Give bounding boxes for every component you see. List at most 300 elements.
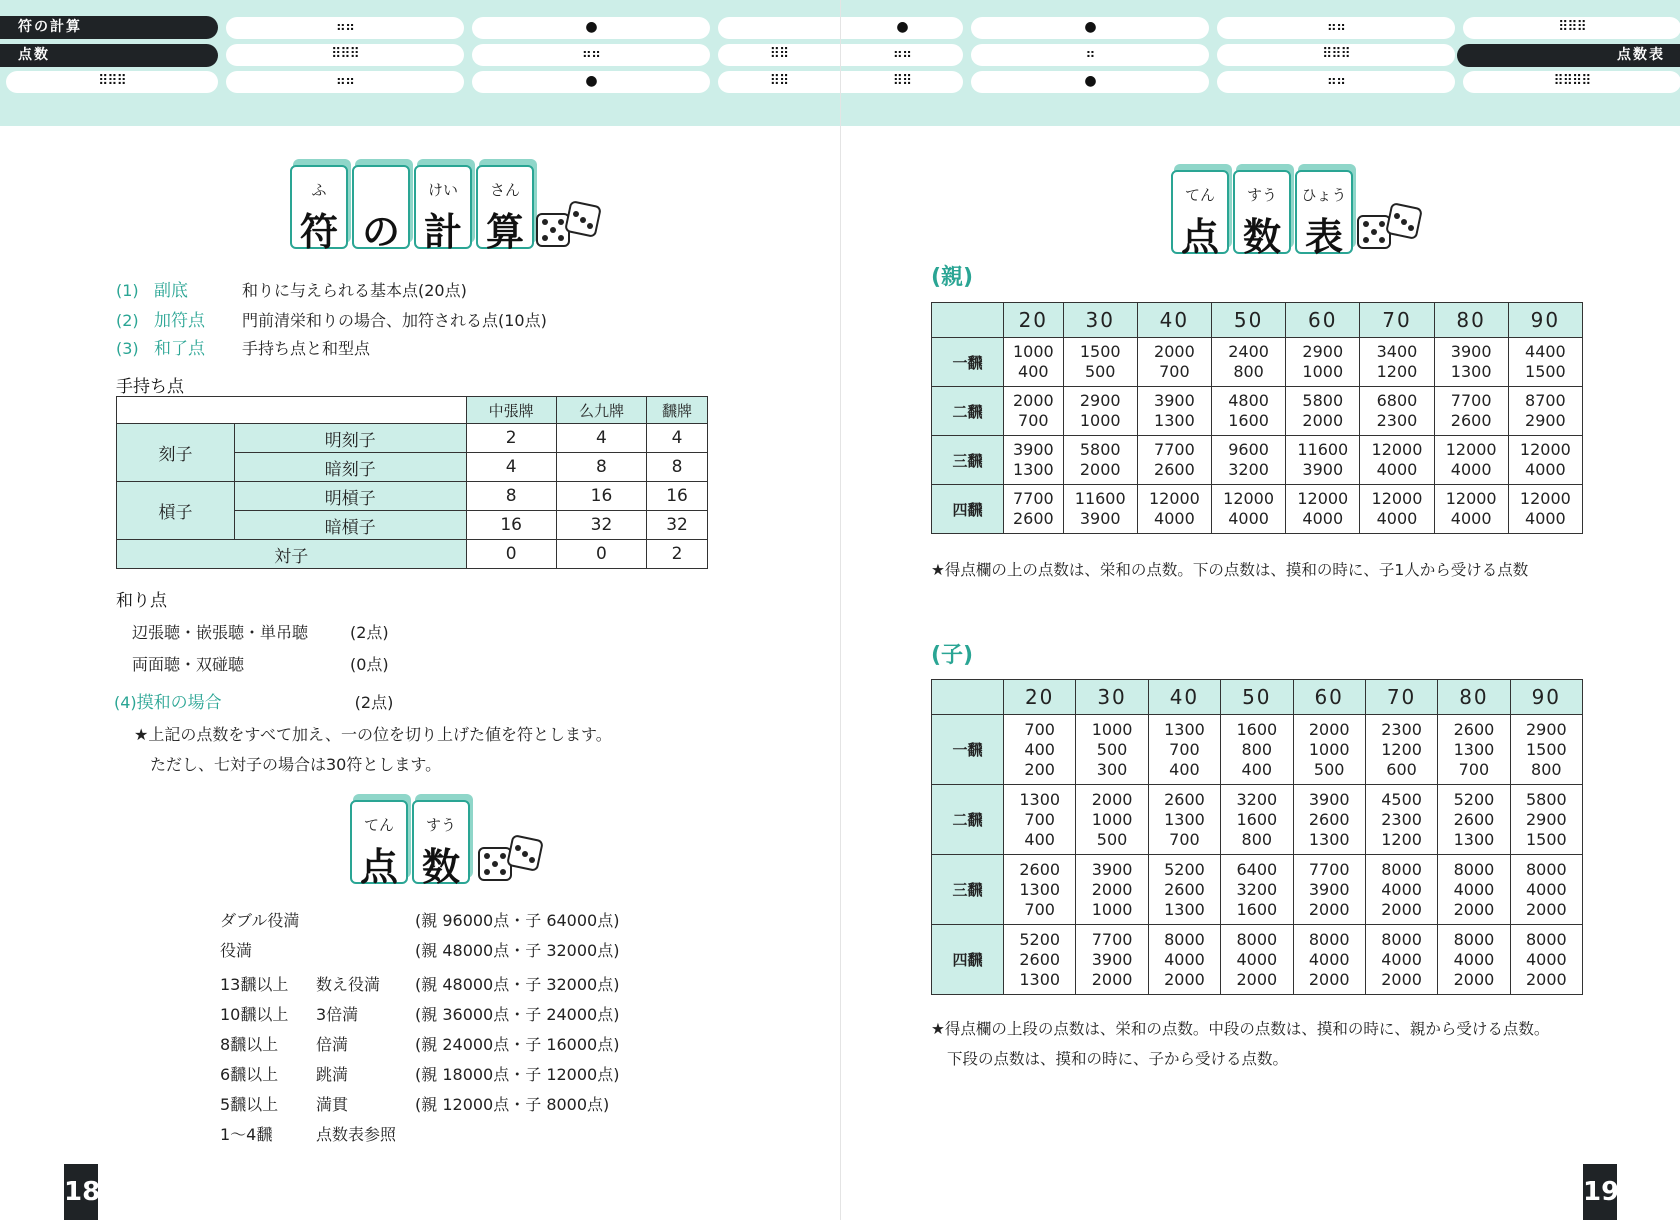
han-label: 二飜: [932, 387, 1004, 436]
score-title-tiles: [350, 800, 470, 889]
score-value: 3200: [1236, 789, 1278, 809]
score-cell: [1137, 485, 1211, 534]
fu-col-header: 50: [1212, 303, 1286, 338]
score-value: 1300: [1453, 829, 1495, 849]
score-value: 4000: [1525, 509, 1566, 528]
score-cell: [1137, 436, 1211, 485]
score-value: 4000: [1525, 460, 1566, 479]
dot-pill: ●: [971, 17, 1209, 39]
dot-pill: ⠿⠿⠿: [226, 44, 464, 66]
score-value: 2600: [1012, 509, 1054, 528]
score-value: 1600: [1236, 899, 1278, 919]
dot-pill: ⠶⠶: [1217, 71, 1455, 93]
score-value: 4000: [1525, 949, 1567, 969]
score-value: 1300: [1164, 899, 1205, 919]
score-value: 4800: [1228, 391, 1269, 410]
score-value: 3900: [1079, 509, 1121, 528]
score-value: 3900: [1450, 342, 1492, 361]
score-cell: [1004, 715, 1076, 785]
row-group: 刻子: [117, 424, 235, 482]
score-value: 1300: [1164, 809, 1205, 829]
score-value: 2300: [1381, 719, 1422, 739]
score-value: 400: [1241, 759, 1273, 779]
dice-icon: [1355, 202, 1425, 254]
score-value: 2000: [1381, 899, 1422, 919]
han-label: 二飜: [932, 785, 1004, 855]
score-value: 9600: [1228, 440, 1269, 459]
score-value: 2000: [1079, 460, 1121, 479]
yakuman-row: 6飜以上 跳満 (親 18000点・子 12000点): [220, 1065, 620, 1084]
dot-pill: ●: [472, 71, 710, 93]
tab-fu-calc[interactable]: 符の計算: [0, 16, 218, 39]
score-cell: [1434, 436, 1508, 485]
score-value: 2000: [1154, 342, 1195, 361]
yakuman-row: 13飜以上 数え役満 (親 48000点・子 32000点): [220, 975, 620, 994]
row-name: 暗刻子: [235, 453, 467, 482]
dot-pill: ⠿⠿: [841, 71, 963, 93]
score-value: 700: [1024, 809, 1055, 829]
dot-pill: ⠿⠿⠿: [1217, 44, 1455, 66]
oya-table: [931, 302, 1583, 534]
score-value: 4000: [1453, 879, 1495, 899]
oya-note: ★得点欄の上の点数は、栄和の点数。下の点数は、摸和の時に、子1人から受ける点数: [931, 561, 1529, 579]
score-value: 1300: [1019, 969, 1061, 989]
score-value: 2900: [1079, 391, 1121, 410]
score-value: 500: [1313, 759, 1345, 779]
score-cell: [1004, 785, 1076, 855]
table-cell: 8: [466, 482, 556, 511]
dot-pill: ⠶: [971, 44, 1209, 66]
score-value: 4500: [1381, 789, 1422, 809]
score-value: 1000: [1091, 899, 1133, 919]
score-value: 12000: [1223, 489, 1275, 508]
dot-pill: ⠿⠿⠿⠿: [1463, 71, 1680, 93]
score-cell: [1004, 925, 1076, 995]
fu-col-header: 20: [1004, 303, 1064, 338]
dot-pill: ●: [971, 71, 1209, 93]
score-cell: [1137, 387, 1211, 436]
score-value: 1000: [1079, 411, 1121, 430]
score-value: 2000: [1308, 899, 1350, 919]
score-cell: [1148, 855, 1220, 925]
score-value: 3900: [1012, 440, 1054, 459]
score-value: 4400: [1525, 342, 1566, 361]
score-value: 2000: [1091, 969, 1133, 989]
fu-note: ただし、七対子の場合は30符とします。: [150, 755, 442, 774]
table-cell: 16: [466, 511, 556, 540]
han-label: 一飜: [932, 715, 1004, 785]
score-cell: [1063, 436, 1137, 485]
rule-2: (2) 加符点 門前清栄和りの場合、加符される点(10点): [116, 311, 547, 331]
table-cell: 2: [647, 540, 708, 569]
score-value: 2600: [1308, 809, 1350, 829]
score-value: 5800: [1525, 789, 1567, 809]
title-tile: さん 算: [476, 165, 534, 249]
dot-pill: [718, 17, 840, 39]
yakuman-row: ダブル役満 (親 96000点・子 64000点): [220, 911, 620, 930]
score-cell: [1365, 715, 1437, 785]
table-cell: 8: [647, 453, 708, 482]
fu-table: [116, 396, 708, 569]
score-value: 4000: [1450, 509, 1492, 528]
score-value: 1500: [1079, 342, 1121, 361]
score-value: 2900: [1525, 719, 1567, 739]
han-label: 三飜: [932, 855, 1004, 925]
score-cell: [1076, 785, 1148, 855]
score-value: 12000: [1445, 440, 1497, 459]
table-cell: 16: [556, 482, 646, 511]
score-value: 500: [1084, 362, 1116, 381]
score-value: 7700: [1308, 859, 1350, 879]
table-cell: 8: [556, 453, 646, 482]
score-value: 1200: [1381, 739, 1422, 759]
score-value: 800: [1241, 829, 1273, 849]
score-value: 12000: [1371, 489, 1423, 508]
score-value: 1000: [1302, 362, 1344, 381]
score-cell: [1360, 436, 1434, 485]
score-value: 300: [1096, 759, 1128, 779]
title-tile: てん 点: [1171, 170, 1229, 254]
score-cell: [1004, 436, 1064, 485]
score-cell: [1438, 855, 1510, 925]
score-cell: [1076, 925, 1148, 995]
score-value: 4000: [1453, 949, 1495, 969]
score-value: 3200: [1236, 879, 1278, 899]
score-value: 2400: [1228, 342, 1269, 361]
score-value: 700: [1169, 739, 1200, 759]
score-cell: [1148, 715, 1220, 785]
score-cell: [1221, 715, 1293, 785]
dice-icon: [476, 834, 546, 886]
score-cell: [1365, 855, 1437, 925]
score-cell: [1510, 785, 1582, 855]
table-cell: 4: [556, 424, 646, 453]
score-cell: [1365, 785, 1437, 855]
right-page: [840, 0, 1680, 1220]
score-value: 1200: [1381, 829, 1422, 849]
score-cell: [1076, 855, 1148, 925]
page-number: 19: [1583, 1164, 1617, 1220]
dot-pill: ⠿⠿⠿: [6, 71, 218, 93]
score-value: 8000: [1164, 929, 1205, 949]
score-value: 12000: [1148, 489, 1200, 508]
yakuman-row: 1〜4飜 点数表参照: [220, 1125, 397, 1144]
row-name: 暗槓子: [235, 511, 467, 540]
score-value: 4000: [1525, 879, 1567, 899]
score-value: 2000: [1012, 391, 1054, 410]
score-value: 3900: [1091, 859, 1133, 879]
score-value: 2600: [1164, 879, 1205, 899]
score-cell: [1212, 436, 1286, 485]
score-value: 1300: [1019, 789, 1061, 809]
score-value: 1500: [1525, 829, 1567, 849]
title-tile: ふ 符: [290, 165, 348, 249]
score-value: 400: [1024, 739, 1055, 759]
score-cell: [1293, 925, 1365, 995]
score-value: 2000: [1091, 879, 1133, 899]
score-value: 500: [1096, 739, 1128, 759]
score-value: 2000: [1308, 719, 1350, 739]
table-cell: 16: [647, 482, 708, 511]
ko-label: (子): [931, 643, 974, 668]
tsumo-row: (4)摸和の場合 (2点): [114, 693, 394, 713]
score-cell: [1434, 387, 1508, 436]
score-value: 6400: [1236, 859, 1278, 879]
title-tile: ひょう 表: [1295, 170, 1353, 254]
score-value: 2000: [1381, 969, 1422, 989]
score-value: 700: [1159, 362, 1190, 381]
score-value: 2600: [1164, 789, 1205, 809]
row-name: 明槓子: [235, 482, 467, 511]
score-value: 7700: [1012, 489, 1054, 508]
title-tile: すう 数: [1233, 170, 1291, 254]
fu-col-header: 60: [1286, 303, 1360, 338]
score-cell: [1360, 338, 1434, 387]
score-value: 400: [1018, 362, 1049, 381]
fu-col-header: 80: [1438, 680, 1510, 715]
fu-col-header: 90: [1510, 680, 1582, 715]
score-cell: [1508, 485, 1582, 534]
score-value: 1300: [1154, 411, 1195, 430]
score-value: 7700: [1091, 929, 1133, 949]
score-value: 4000: [1381, 879, 1422, 899]
score-value: 1000: [1012, 342, 1054, 361]
score-cell: [1221, 925, 1293, 995]
score-value: 5200: [1019, 929, 1061, 949]
tab-score[interactable]: 点数: [0, 44, 218, 67]
score-value: 8000: [1236, 929, 1278, 949]
table-cell: 0: [556, 540, 646, 569]
table-cell: 0: [466, 540, 556, 569]
score-cell: [1076, 715, 1148, 785]
ko-note: ★得点欄の上段の点数は、栄和の点数。中段の点数は、摸和の時に、親から受ける点数。: [931, 1020, 1550, 1038]
score-value: 1600: [1236, 809, 1278, 829]
yakuman-row: 8飜以上 倍満 (親 24000点・子 16000点): [220, 1035, 620, 1054]
table-caption: 手持ち点: [116, 377, 184, 397]
score-value: 1600: [1228, 411, 1269, 430]
score-value: 2600: [1154, 460, 1195, 479]
score-value: 12000: [1371, 440, 1423, 459]
fu-title-tiles: [290, 165, 534, 254]
score-value: 1000: [1091, 719, 1133, 739]
title-tile: の: [352, 165, 410, 249]
score-cell: [1004, 485, 1064, 534]
score-value: 8000: [1381, 859, 1422, 879]
col-header: 么九牌: [556, 397, 646, 424]
score-cell: [1438, 925, 1510, 995]
han-label: 三飜: [932, 436, 1004, 485]
rule-3: (3) 和了点 手持ち点と和型点: [116, 339, 371, 359]
score-value: 2000: [1525, 899, 1567, 919]
score-value: 2900: [1302, 342, 1344, 361]
score-value: 800: [1233, 362, 1264, 381]
score-cell: [1293, 855, 1365, 925]
score-value: 8000: [1381, 929, 1422, 949]
score-value: 7700: [1450, 391, 1492, 410]
score-value: 2300: [1376, 411, 1418, 430]
score-value: 400: [1024, 829, 1055, 849]
score-cell: [1360, 387, 1434, 436]
score-value: 2000: [1236, 969, 1278, 989]
score-cell: [1286, 338, 1360, 387]
score-value: 4000: [1381, 949, 1422, 969]
score-value: 1500: [1525, 739, 1567, 759]
dot-pill: ⠿⠿: [718, 44, 840, 66]
score-cell: [1438, 785, 1510, 855]
rule-1: (1) 副底 和りに与えられる基本点(20点): [116, 281, 467, 301]
score-cell: [1063, 387, 1137, 436]
fu-col-header: 80: [1434, 303, 1508, 338]
score-cell: [1508, 387, 1582, 436]
dot-pill: ⠶⠶: [226, 17, 464, 39]
row-group: 槓子: [117, 482, 235, 540]
score-value: 11600: [1297, 440, 1349, 459]
fu-col-header: 20: [1004, 680, 1076, 715]
score-value: 2600: [1019, 949, 1061, 969]
table-cell: 4: [647, 424, 708, 453]
fu-col-header: 40: [1148, 680, 1220, 715]
fu-col-header: 70: [1365, 680, 1437, 715]
score-cell: [1365, 925, 1437, 995]
score-value: 3900: [1154, 391, 1195, 410]
score-value: 8000: [1453, 929, 1495, 949]
agari-title: 和り点: [116, 591, 167, 611]
title-tile: けい 計: [414, 165, 472, 249]
score-value: 1300: [1164, 719, 1205, 739]
score-value: 700: [1024, 719, 1055, 739]
score-value: 1300: [1012, 460, 1054, 479]
score-value: 1300: [1019, 879, 1061, 899]
tab-score-table[interactable]: 点数表: [1457, 44, 1680, 67]
score-cell: [1004, 338, 1064, 387]
score-value: 2900: [1525, 809, 1567, 829]
col-header: 中張牌: [466, 397, 556, 424]
score-cell: [1063, 338, 1137, 387]
score-value: 2000: [1302, 411, 1344, 430]
title-tile: すう 数: [412, 800, 470, 884]
score-cell: [1063, 485, 1137, 534]
corner-cell: [932, 303, 1004, 338]
table-cell: 32: [647, 511, 708, 540]
score-value: 11600: [1074, 489, 1126, 508]
score-value: 2000: [1453, 899, 1495, 919]
score-value: 800: [1531, 759, 1562, 779]
score-cell: [1148, 785, 1220, 855]
yakuman-row: 10飜以上 3倍満 (親 36000点・子 24000点): [220, 1005, 620, 1024]
score-value: 4000: [1450, 460, 1492, 479]
score-value: 8700: [1525, 391, 1566, 410]
score-value: 1000: [1091, 809, 1133, 829]
score-cell: [1212, 387, 1286, 436]
score-cell: [1004, 387, 1064, 436]
score-value: 6800: [1376, 391, 1418, 410]
score-value: 4000: [1376, 509, 1418, 528]
score-value: 1300: [1450, 362, 1492, 381]
table-cell: [117, 397, 467, 424]
agari-row: 両面聴・双碰聴 (0点): [132, 655, 389, 674]
score-cell: [1221, 785, 1293, 855]
han-label: 一飜: [932, 338, 1004, 387]
score-cell: [1360, 485, 1434, 534]
score-cell: [1510, 925, 1582, 995]
score-value: 8000: [1525, 929, 1567, 949]
score-value: 12000: [1297, 489, 1349, 508]
score-value: 800: [1241, 739, 1273, 759]
score-cell: [1293, 715, 1365, 785]
score-value: 5200: [1164, 859, 1205, 879]
score-value: 8000: [1308, 929, 1350, 949]
score-cell: [1004, 855, 1076, 925]
fu-col-header: 50: [1221, 680, 1293, 715]
table-title-tiles: [1171, 170, 1353, 259]
score-value: 700: [1458, 759, 1490, 779]
agari-row: 辺張聴・嵌張聴・単吊聴 (2点): [132, 623, 389, 642]
dot-pill: ⠿⠿: [718, 71, 840, 93]
score-value: 4000: [1228, 509, 1269, 528]
score-value: 5200: [1453, 789, 1495, 809]
score-value: 1000: [1308, 739, 1350, 759]
col-header: 飜牌: [647, 397, 708, 424]
score-value: 4000: [1154, 509, 1195, 528]
score-value: 4000: [1376, 460, 1418, 479]
score-value: 4000: [1164, 949, 1205, 969]
score-value: 700: [1018, 411, 1049, 430]
score-cell: [1434, 338, 1508, 387]
page-number: 18: [64, 1164, 98, 1220]
score-value: 500: [1096, 829, 1128, 849]
score-value: 700: [1024, 899, 1055, 919]
score-value: 4000: [1308, 949, 1350, 969]
score-value: 2000: [1453, 969, 1495, 989]
row-name: 明刻子: [235, 424, 467, 453]
table-cell: 32: [556, 511, 646, 540]
score-value: 2000: [1525, 969, 1567, 989]
han-label: 四飜: [932, 925, 1004, 995]
score-cell: [1286, 387, 1360, 436]
score-cell: [1434, 485, 1508, 534]
score-cell: [1508, 338, 1582, 387]
fu-col-header: 90: [1508, 303, 1582, 338]
score-value: 3900: [1308, 789, 1350, 809]
score-value: 2000: [1091, 789, 1133, 809]
fu-col-header: 40: [1137, 303, 1211, 338]
score-value: 5800: [1302, 391, 1344, 410]
title-tile: てん 点: [350, 800, 408, 884]
score-cell: [1212, 485, 1286, 534]
score-value: 7700: [1154, 440, 1195, 459]
score-value: 1500: [1525, 362, 1566, 381]
fu-col-header: 60: [1293, 680, 1365, 715]
fu-col-header: 30: [1076, 680, 1148, 715]
corner-cell: [932, 680, 1004, 715]
score-value: 2000: [1308, 969, 1350, 989]
score-value: 2000: [1164, 969, 1205, 989]
fu-col-header: 30: [1063, 303, 1137, 338]
oya-label: (親): [931, 265, 974, 290]
score-value: 1600: [1236, 719, 1278, 739]
score-value: 4000: [1302, 509, 1344, 528]
score-value: 12000: [1519, 489, 1571, 508]
score-value: 12000: [1445, 489, 1497, 508]
score-cell: [1286, 436, 1360, 485]
score-value: 700: [1169, 829, 1200, 849]
score-cell: [1148, 925, 1220, 995]
score-value: 200: [1024, 759, 1055, 779]
score-cell: [1221, 855, 1293, 925]
score-value: 3900: [1308, 879, 1350, 899]
score-cell: [1508, 436, 1582, 485]
score-value: 4000: [1236, 949, 1278, 969]
